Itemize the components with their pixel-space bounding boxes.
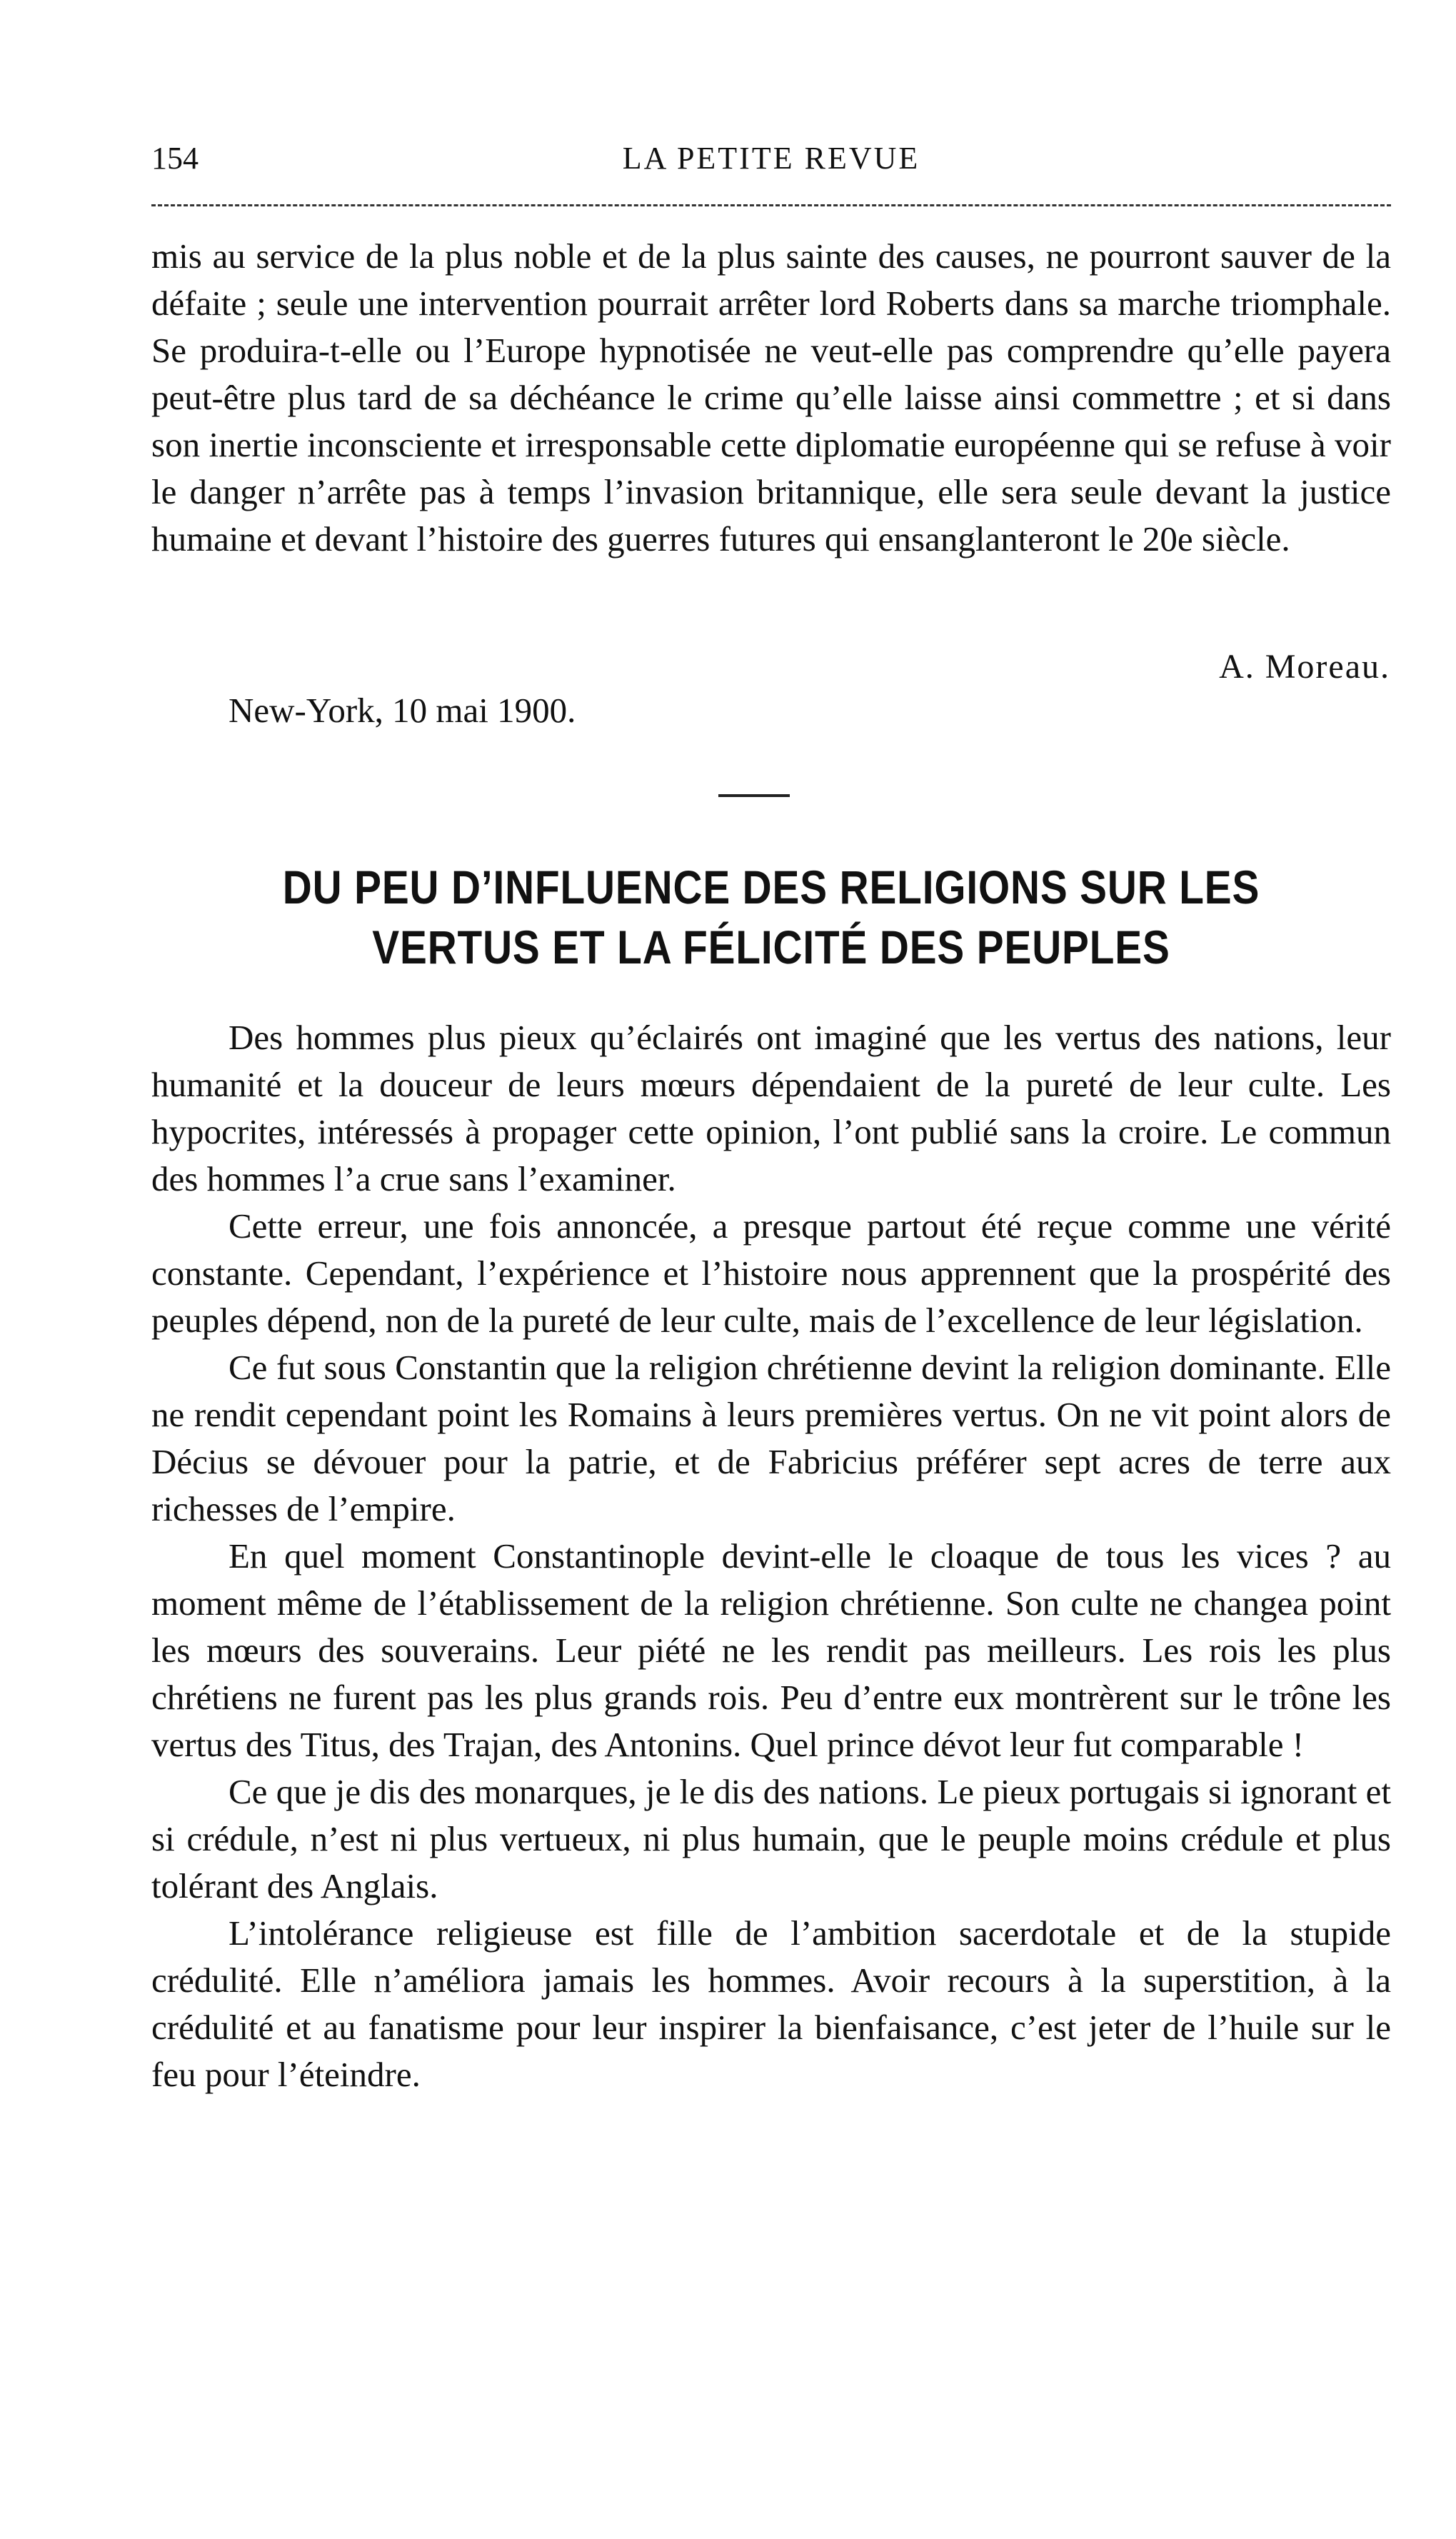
article-title [239, 857, 1305, 977]
dateline: New-York, 10 mai 1900. [229, 691, 576, 730]
page-number: 154 [151, 141, 199, 176]
page-header [151, 140, 1391, 183]
paragraph: Ce fut sous Constantin que la religion chrétienne devint la religion dominante. Elle ne rendit cependant point les Romains à leurs premières vertus. On ne vit point alors de Décius se dévouer pour la patrie, et de Fabricius préférer sept acres de terre aux richesses de l’empire. [151, 1348, 1391, 1528]
author-signature: A. Moreau. [1219, 648, 1390, 686]
article-title-line-1: DU PEU D’INFLUENCE DES RELIGIONS SUR LES [282, 861, 1260, 913]
article-title-line-2: VERTUS ET LA FÉLICITÉ DES PEUPLES [372, 921, 1170, 973]
article-body [151, 1014, 1391, 2098]
section-separator [718, 794, 790, 797]
running-title: LA PETITE REVUE [622, 141, 920, 176]
paragraph: Des hommes plus pieux qu’éclairés ont imaginé que les vertus des nations, leur humanité et la douceur de leurs mœurs dépendaient de la pureté de leur culte. Les hypocrites, intéressés à propager cette opinion, l’ont publié sans la croire. Le commun des hommes l’a crue sans l’examiner. [151, 1018, 1391, 1198]
paragraph: Cette erreur, une fois annoncée, a presque partout été reçue comme une vérité constante. Cependant, l’expérience et l’histoire nous apprennent que la prospérité des peuples dépend, non de la pureté de leur culte, mais de l’excellence de leur législation. [151, 1206, 1391, 1340]
paragraph: L’intolérance religieuse est fille de l’ambition sacerdotale et de la stupide crédulité. Elle n’améliora jamais les hommes. Avoir recours à la superstition, à la crédulité et au fanatisme pour leur inspirer la bienfaisance, c’est jeter de l’huile sur le feu pour l’éteindre. [151, 1913, 1391, 2094]
previous-article-continuation: mis au service de la plus noble et de la plus sainte des causes, ne pourront sauver de la défaite ; seule une intervention pourrait arrêter lord Roberts dans sa marche triomphale. Se produira-t-elle ou l’Europe hypnotisée ne veut-elle pas comprendre qu’elle payera peut-être plus tard de sa déchéance le crime qu’elle laisse ainsi commettre ; et si dans son inertie inconsciente et irresponsable cette diplomatie européenne qui se refuse à voir le danger n’arrête pas à temps l’invasion britannique, elle sera seule devant la justice humaine et devant l’histoire des guerres futures qui ensanglanteront le 20e siècle. [151, 236, 1391, 559]
paragraph: En quel moment Constantinople devint-elle le cloaque de tous les vices ? au moment même de l’établissement de la religion chrétienne. Son culte ne changea point les mœurs des souverains. Leur piété ne les rendit pas meilleurs. Les rois les plus chrétiens ne furent pas les plus grands rois. Peu d’entre eux montrèrent sur le trône les vertus des Titus, des Trajan, des Antonins. Quel prince dévot leur fut comparable ! [151, 1536, 1391, 1764]
header-rule [151, 204, 1391, 206]
paragraph: Ce que je dis des monarques, je le dis des nations. Le pieux portugais si ignorant et si crédule, n’est ni plus vertueux, ni plus humain, que le peuple moins crédule et plus tolérant des Anglais. [151, 1772, 1391, 1905]
